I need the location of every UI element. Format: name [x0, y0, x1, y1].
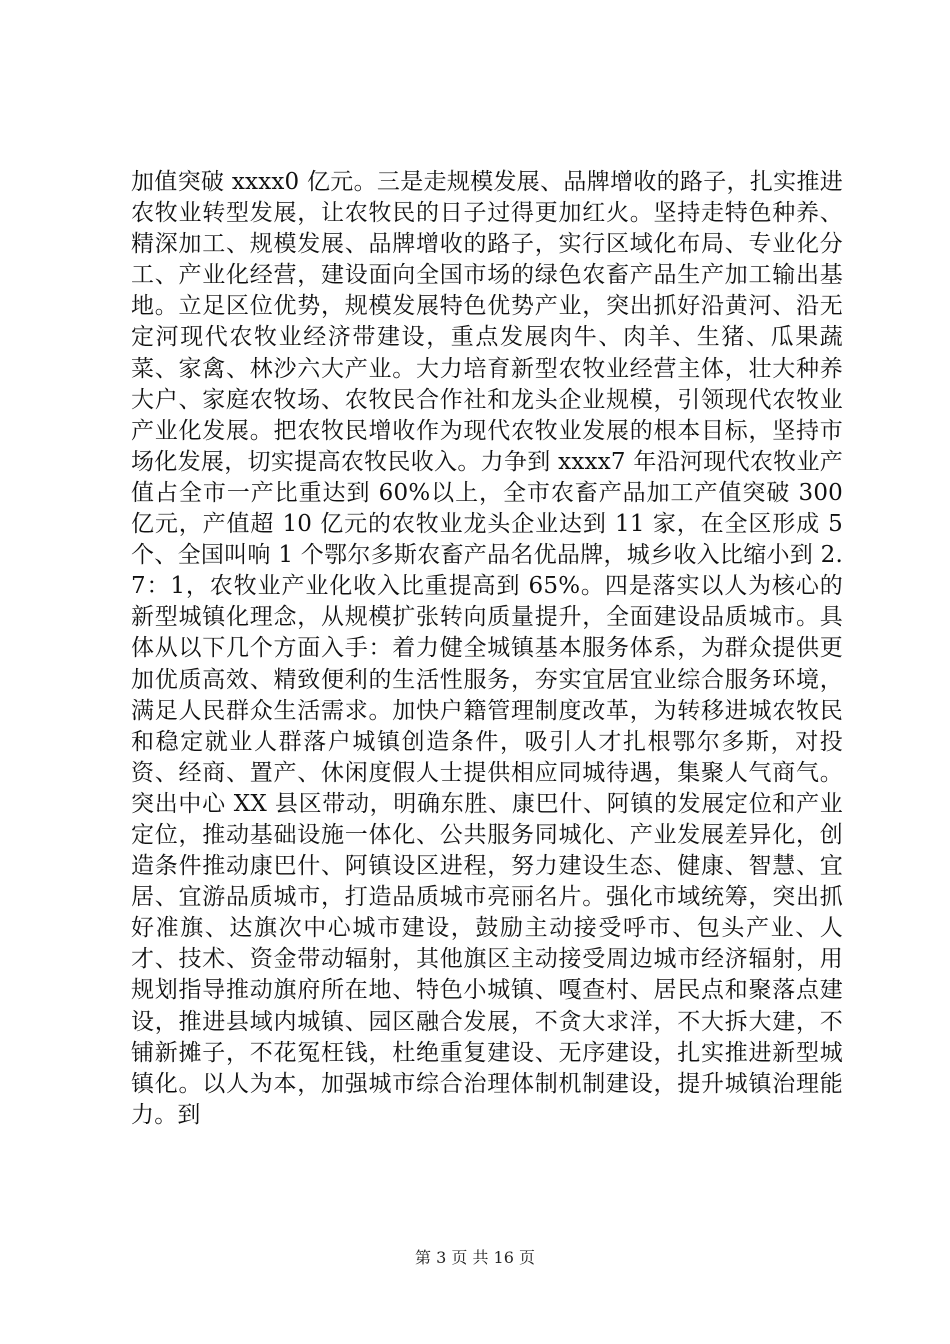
page-number-footer: 第 3 页 共 16 页: [415, 1248, 535, 1267]
body-paragraph: 加值突破 xxxx0 亿元。三是走规模发展、品牌增收的路子，扎实推进农牧业转型发展，让农牧民的日子过得更加红火。坚持走特色种养、精深加工、规模发展、品牌增收的路子，实行区域化布局、专业化分工、产业化经营，建设面向全国市场的绿色农畜产品生产加工输出基地。立足区位优势，规模发展特色优势产业，突出抓好沿黄河、沿无定河现代农牧业经济带建设，重点发展肉牛、肉羊、生猪、瓜果蔬菜、家禽、林沙六大产业。大力培育新型农牧业经营主体，壮大种养大户、家庭农牧场、农牧民合作社和龙头企业规模，引领现代农牧业产业化发展。把农牧民增收作为现代农牧业发展的根本目标，坚持市场化发展，切实提高农牧民收入。力争到 xxxx7 年沿河现代农牧业产值占全市一产比重达到 60%以上，全市农畜产品加工产值突破 300 亿元，产值超 10 亿元的农牧业龙头企业达到 11 家，在全区形成 5 个、全国叫响 1 个鄂尔多斯农畜产品名优品牌，城乡收入比缩小到 2.7：1，农牧业产业化收入比重提高到 65%。四是落实以人为核心的新型城镇化理念，从规模扩张转向质量提升，全面建设品质城市。具体从以下几个方面入手：着力健全城镇基本服务体系，为群众提供更加优质高效、精致便利的生活性服务，夯实宜居宜业综合服务环境，满足人民群众生活需求。加快户籍管理制度改革，为转移进城农牧民和稳定就业人群落户城镇创造条件，吸引人才扎根鄂尔多斯，对投资、经商、置产、休闲度假人士提供相应同城待遇，集聚人气商气。突出中心 XX 县区带动，明确东胜、康巴什、阿镇的发展定位和产业定位，推动基础设施一体化、公共服务同城化、产业发展差异化，创造条件推动康巴什、阿镇设区进程，努力建设生态、健康、智慧、宜居、宜游品质城市，打造品质城市亮丽名片。强化市域统筹，突出抓好准旗、达旗次中心城市建设，鼓励主动接受呼市、包头产业、人才、技术、资金带动辐射，其他旗区主动接受周边城市经济辐射，用规划指导推动旗府所在地、特色小城镇、嘎查村、居民点和聚落点建设，推进县域内城镇、园区融合发展，不贪大求洋，不大拆大建，不铺新摊子，不花冤枉钱，杜绝重复建设、无序建设，扎实推进新型城镇化。以人为本，加强城市综合治理体制机制建设，提升城镇治理能力。到: [131, 169, 843, 1128]
